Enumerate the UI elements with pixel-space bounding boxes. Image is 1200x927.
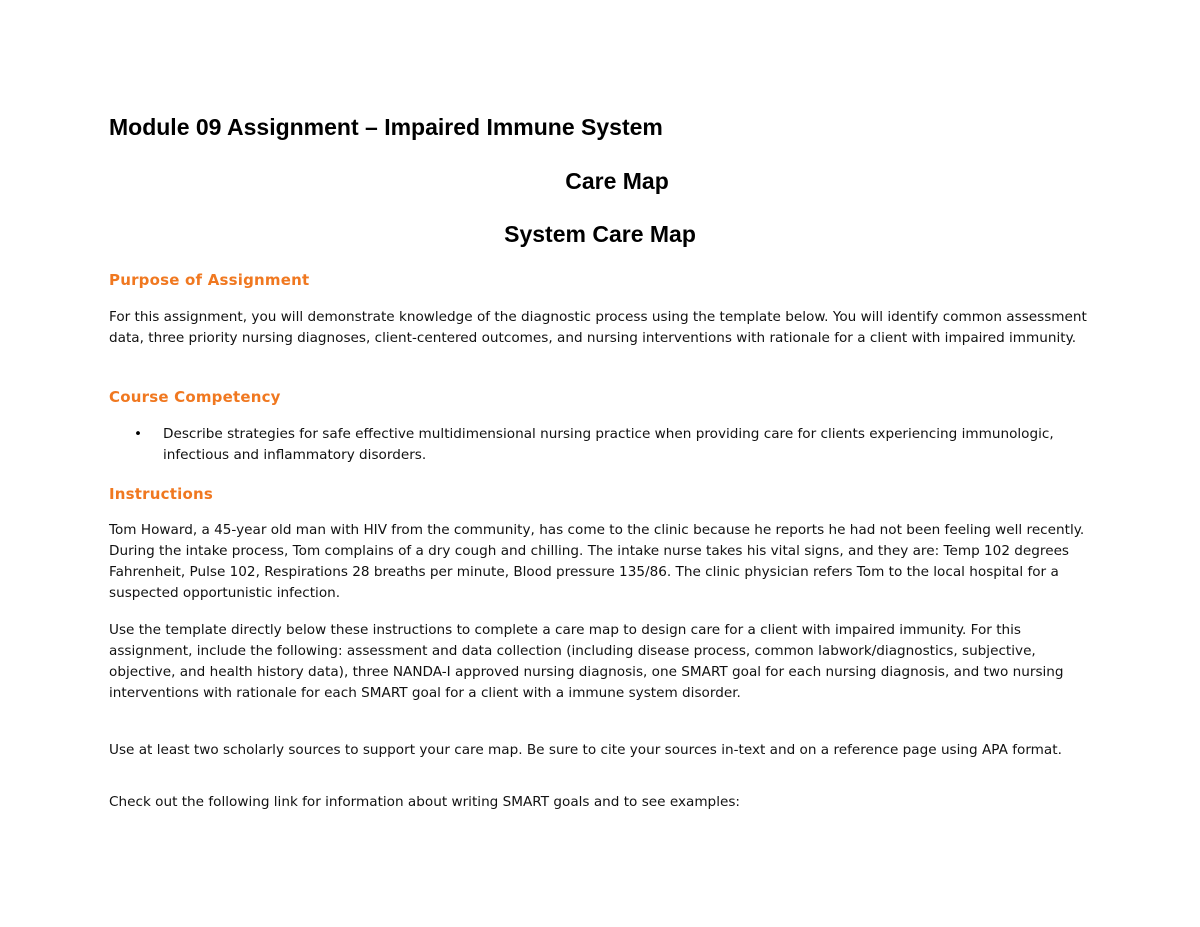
instructions-heading: Instructions [109,485,213,503]
instructions-paragraph-sources: Use at least two scholarly sources to support your care map. Be sure to cite your sources in-text and on a reference page using APA format. [109,742,1062,758]
instructions-paragraph-smart-link: Check out the following link for information about writing SMART goals and to see examples: [109,794,740,810]
instructions-paragraph-case: Tom Howard, a 45-year old man with HIV from the community, has come to the clinic because he reports he had not been feeling well recently. During the intake process, Tom complains of a dry cough and chilling. The intake nurse takes his vital signs, and they are: Temp 102 degrees Fahrenheit, Pulse 102, Respirations 28 breaths per minute, Blood pressure 135/86. The clinic physician refers Tom to the local hospital for a suspected opportunistic infection. [109,522,1085,601]
competency-heading: Course Competency [109,388,281,406]
competency-bullet-text: Describe strategies for safe effective multidimensional nursing practice when providing care for clients experiencing immunologic, infectious and inflammatory disorders. [163,426,1054,463]
document-subtitle-system-care-map: System Care Map [504,221,696,247]
purpose-heading: Purpose of Assignment [109,271,310,289]
document-title: Module 09 Assignment – Impaired Immune System [109,114,663,140]
purpose-paragraph: For this assignment, you will demonstrate knowledge of the diagnostic process using the template below. You will identify common assessment data, three priority nursing diagnoses, client-centered outcomes, and nursing interventions with rationale for a client with impaired immunity. [109,309,1087,346]
instructions-paragraph-template: Use the template directly below these instructions to complete a care map to design care for a client with impaired immunity. For this assignment, include the following: assessment and data collection (including disease process, common labwork/diagnostics, subjective, objective, and health history data), three NANDA-I approved nursing diagnosis, one SMART goal for each nursing diagnosis, and two nursing interventions with rationale for each SMART goal for a client with a immune system disorder. [109,622,1064,701]
document-subtitle-care-map: Care Map [565,168,669,194]
bullet-icon: • [134,426,143,442]
